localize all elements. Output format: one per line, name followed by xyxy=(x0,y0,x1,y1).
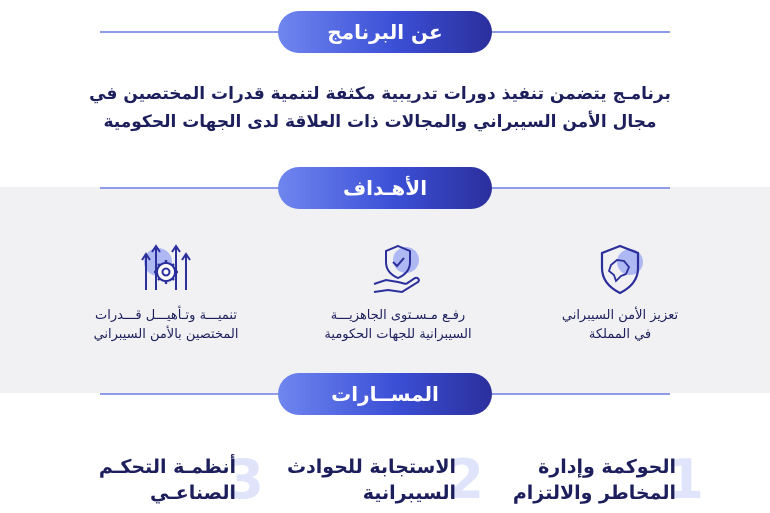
divider-line xyxy=(485,31,670,33)
goal-label: رفـع مـسـتوى الجاهزيـــة السيبرانية للجهات الحكومية xyxy=(324,308,472,342)
track-number: 1 xyxy=(666,448,704,511)
track-number: 3 xyxy=(226,448,264,511)
about-line-2: مجال الأمن السيبراني والمجالات ذات العلاقة لدى الجهات الحكومية xyxy=(103,112,657,132)
gear-arrows-icon xyxy=(136,240,196,300)
goal-label: تنميـــة وتـأهيـــل قـــدرات المختصين بالأمن السيبراني xyxy=(93,308,239,342)
goals-title: الأهـداف xyxy=(278,167,492,209)
divider-line xyxy=(485,187,670,189)
track-item xyxy=(470,448,704,512)
shield-map-icon xyxy=(590,240,650,300)
divider-line xyxy=(100,393,285,395)
goal-item xyxy=(66,240,266,344)
hand-shield-icon xyxy=(368,240,428,300)
track-label: الحوكمة وإدارة المخاطر والالتزام xyxy=(512,456,676,504)
divider-line xyxy=(100,187,285,189)
about-line-1: برنامـج يتضمن تنفيذ دورات تدريبية مكثفة لتنمية قدرات المختصين في xyxy=(89,84,671,104)
tracks-title: المســارات xyxy=(278,373,492,415)
track-item xyxy=(30,448,264,512)
track-label: أنظمـة التحكـم الصناعـي xyxy=(98,456,236,504)
goal-item xyxy=(520,240,720,344)
about-description xyxy=(80,80,680,136)
track-number: 2 xyxy=(446,448,484,511)
about-header xyxy=(0,10,770,54)
goal-label: تعزيز الأمن السيبراني في المملكة xyxy=(561,308,679,342)
divider-line xyxy=(485,393,670,395)
track-label: الاستجابة للحوادث السيبرانية xyxy=(286,456,456,504)
about-title: عن البرنامج xyxy=(278,11,492,53)
divider-line xyxy=(100,31,285,33)
goal-item xyxy=(298,240,498,344)
track-item xyxy=(250,448,484,512)
goals-header xyxy=(0,166,770,210)
tracks-header xyxy=(0,372,770,416)
